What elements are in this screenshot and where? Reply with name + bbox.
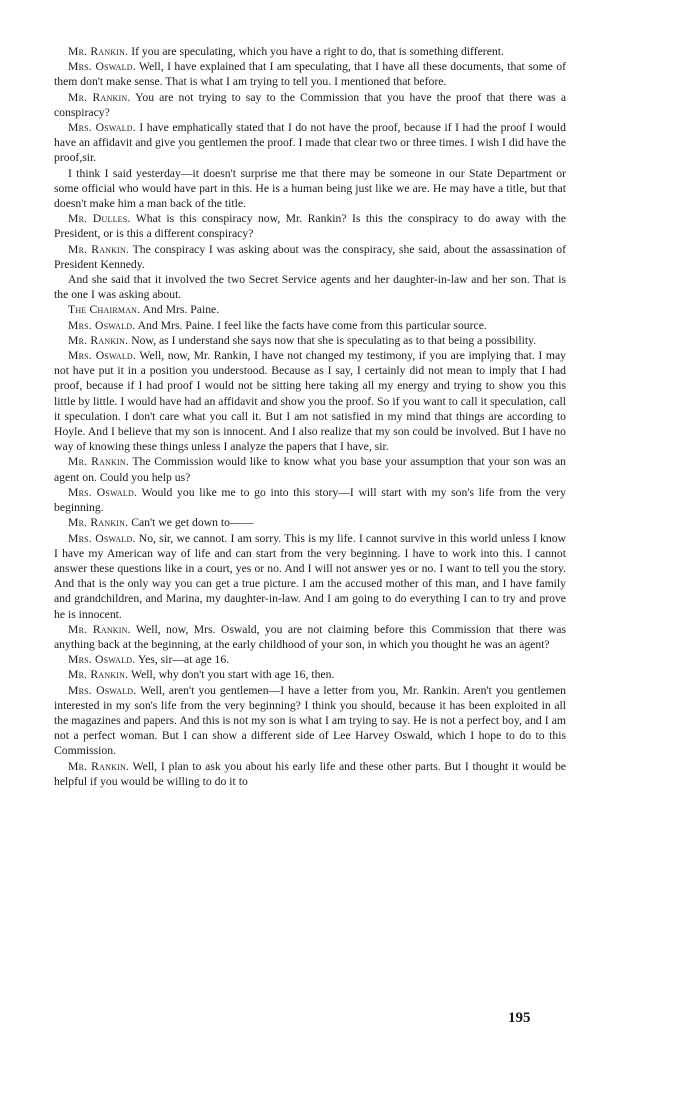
testimony-paragraph [54,485,566,515]
paragraph-text: No, sir, we cannot. I am sorry. This is my life. I cannot survive in this world unless I know I have my American way of life and can start from the very beginning. I have to work into this. I cannot answer these questions like in a court, yes or no. And I will not answer yes or no. I want to tell you the story. And that is the only way you can get a true picture. I am the accused mother of this man, and I have family and grandchildren, and Marina, my daughter-in-law. And I am going to do everything I can to try and prove he is innocent. [54,531,566,621]
speaker-name: Mr. Rankin. [68,759,130,773]
page-number: 195 [508,1010,531,1026]
testimony-paragraph [54,120,566,166]
paragraph-text: I have emphatically stated that I do not have the proof, because if I had the proof I would have an affidavit and give you gentlemen the proof. I made that clear two or three times. I wish I did have the proof,sir. [54,121,566,165]
paragraph-text: Well, I plan to ask you about his early life and these other parts. But I thought it would be helpful if you would be willing to do it to [54,759,566,788]
speaker-name: Mr. Rankin. [68,516,129,530]
testimony-paragraph [54,683,566,759]
testimony-paragraph [54,242,566,272]
speaker-name: Mrs. Oswald. [68,318,136,332]
paragraph-text: Well, I have explained that I am speculating, that I have all these documents, that some of them don't make sense. That is what I am trying to tell you. I mentioned that before. [54,60,567,89]
testimony-paragraph [54,667,566,682]
speaker-name: Mrs. Oswald. [68,60,136,74]
paragraph-text: Well, aren't you gentlemen—I have a letter from you, Mr. Rankin. Aren't you gentlemen interested in my son's life from the very beginning? I think you should, because it has been exploited in all the magazines and papers. And this is not my son is what I am trying to say. He is not a perfect boy, and I am not a perfect woman. But I can show a different side of Lee Harvey Oswald, which I hope to do to this Commission. [54,683,567,758]
paragraph-text: If you are speculating, which you have a right to do, that is something different. [128,45,504,58]
paragraph-text: Now, as I understand she says now that she is speculating as to that being a possibility. [128,333,537,347]
testimony-text [54,44,566,789]
speaker-name: Mr. Rankin. [68,45,129,58]
paragraph-text: Can't we get down to—— [128,516,254,530]
testimony-paragraph [54,333,566,348]
speaker-name: Mrs. Oswald. [68,683,137,697]
speaker-name: The Chairman. [68,303,141,317]
testimony-paragraph [54,348,566,454]
testimony-paragraph [54,531,566,622]
speaker-name: Mr. Rankin. [68,668,129,682]
speaker-name: Mr. Rankin. [68,333,129,347]
paragraph-text: The conspiracy I was asking about was the conspiracy, she said, about the assassination of President Kennedy. [54,242,566,271]
testimony-paragraph [54,59,566,89]
paragraph-text: Well, now, Mr. Rankin, I have not changed my testimony, if you are implying that. I may not have put it in a position you understood. Because as I say, I certainly did not mean to imply that I had proof, because if I had proof I would not be sitting here taking all my energy and trying to show you this little by little. I would have had an affidavit and show you the proof. So if you want to call it speculation, call it speculation. I don't care what you call it. But I am not satisfied in my mind that things are according to Hoyle. And I believe that my son is innocent. And I also realize that my son could be involved. But I have no way of knowing these things unless I analyze the papers that I have, sir. [54,349,566,454]
testimony-paragraph [54,90,566,120]
paragraph-text: You are not trying to say to the Commission that you have the proof that there was a conspiracy? [54,90,566,119]
testimony-paragraph [54,272,566,302]
paragraph-text: And Mrs. Paine. [140,303,220,317]
paragraph-text: And Mrs. Paine. I feel like the facts have come from this particular source. [135,318,487,332]
paragraph-text: And she said that it involved the two Secret Service agents and her daughter-in-law and her son. That is the one I was asking about. [54,273,566,302]
paragraph-text: Would you like me to go into this story—I will start with my son's life from the very beginning. [54,485,566,515]
paragraph-text: What is this conspiracy now, Mr. Rankin? Is this the conspiracy to do away with the President, or is this a different conspiracy? [54,212,566,241]
paragraph-text: Yes, sir—at age 16. [135,653,230,667]
testimony-paragraph [54,515,566,530]
speaker-name: Mrs. Oswald. [68,121,136,135]
speaker-name: Mr. Rankin. [68,242,130,256]
paragraph-text: Well, now, Mrs. Oswald, you are not claiming before this Commission that there was anything back at the beginning, at the early childhood of your son, in which you thought he was an agent? [54,622,567,651]
speaker-name: Mr. Rankin. [68,455,129,469]
paragraph-text: Well, why don't you start with age 16, then. [128,668,335,682]
testimony-paragraph [54,759,566,789]
testimony-paragraph [54,211,566,241]
testimony-paragraph [54,318,566,333]
speaker-name: Mrs. Oswald. [68,349,137,363]
speaker-name: Mr. Rankin. [68,622,131,636]
speaker-name: Mr. Rankin. [68,90,131,104]
testimony-paragraph [54,302,566,317]
speaker-name: Mrs. Oswald. [68,653,136,667]
paragraph-text: The Commission would like to know what you base your assumption that your son was an agent on. Could you help us? [54,455,566,484]
speaker-name: Mrs. Oswald. [68,485,138,499]
speaker-name: Mr. Dulles. [68,212,131,226]
testimony-paragraph [54,622,566,652]
testimony-paragraph [54,454,566,484]
testimony-paragraph [54,652,566,667]
testimony-paragraph [54,166,566,212]
testimony-paragraph [54,44,566,59]
paragraph-text: I think I said yesterday—it doesn't surprise me that there may be someone in our State Department or some official who would have part in this. He is a human being just like we are. He may have a title, but that doesn't make him a man back of the title. [54,166,566,211]
speaker-name: Mrs. Oswald. [68,531,136,545]
